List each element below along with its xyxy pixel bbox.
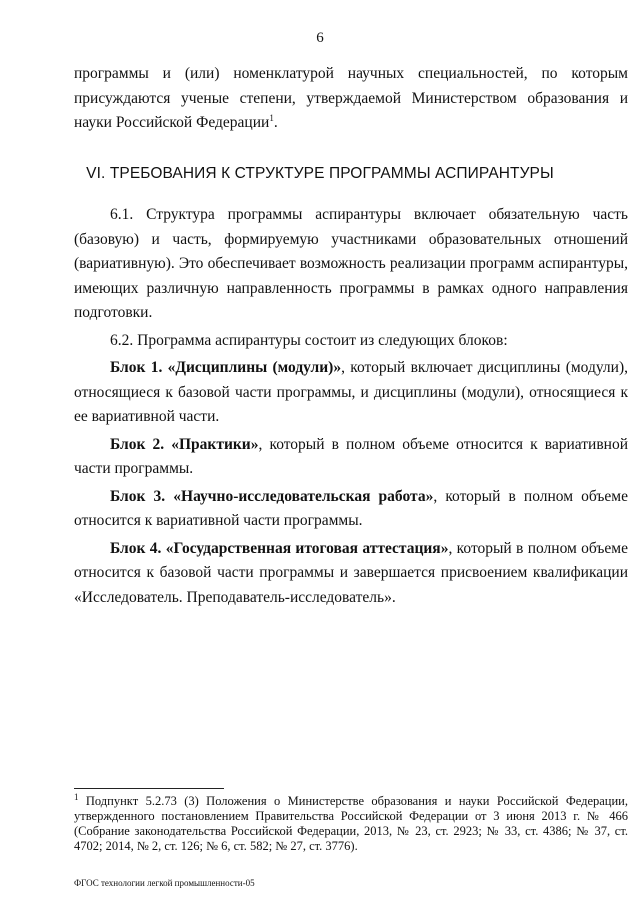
block-4-paragraph [74, 537, 628, 611]
continuation-paragraph [74, 62, 628, 136]
block-4-title: Блок 4. «Государственная итоговая аттестация» [110, 539, 449, 557]
block-3-title: Блок 3. «Научно-исследовательская работа» [110, 487, 434, 505]
footnote [74, 791, 628, 854]
document-footer: ФГОС технологии легкой промышленности-05 [74, 878, 255, 888]
paragraph-6-2: 6.2. Программа аспирантуры состоит из следующих блоков: [110, 331, 508, 349]
block-1-title: Блок 1. «Дисциплины (модули)» [110, 359, 342, 376]
footnote-text: Подпункт 5.2.73 (3) Положения о Министерстве образования и науки Российской Федерации, утвержденного постановлением Правительства Российской Федерации от 3 июня 2013 г. № 466 (Собрание законодательства Российской Федерации, 2013, № 23, ст. 2923; № 33, ст. 4386; № 37, ст. 4702; 2014, № 2, ст. 126; № 6, ст. 582; № 27, ст. 3776). [74, 794, 628, 853]
footnote-ref: 1 [269, 112, 274, 123]
block-2-paragraph [74, 433, 628, 482]
block-3-paragraph [74, 485, 628, 534]
block-3-text: , который в полном объеме относится к вариативной части программы. [74, 487, 628, 529]
section-body [74, 203, 628, 613]
continuation-end: . [273, 114, 278, 131]
section-heading: VI. ТРЕБОВАНИЯ К СТРУКТУРЕ ПРОГРАММЫ АСПИРАНТУРЫ [86, 165, 554, 182]
footnote-divider [74, 788, 224, 789]
continuation-text: программы и (или) номенклатурой научных специальностей, по которым присуждаются ученые степени, утверждаемой Министерством образования и науки Российской Федерации [74, 65, 628, 131]
block-1-text: , который включает дисциплины (модули), относящиеся к базовой части программы, и дисциплины (модули), относящиеся к ее вариативной части. [74, 359, 628, 425]
block-2-title: Блок 2. «Практики» [110, 435, 259, 453]
block-2-text: , который в полном объеме относится к вариативной части программы. [74, 435, 628, 477]
footnote-mark: 1 [74, 791, 79, 802]
block-4-text: , который в полном объеме относится к базовой части программы и завершается присвоением квалификации «Исследователь. Преподаватель-исследователь». [74, 539, 628, 606]
block-1-paragraph [74, 356, 628, 430]
page-number: 6 [316, 30, 324, 46]
paragraph-6-1: 6.1. Структура программы аспирантуры включает обязательную часть (базовую) и часть, формируемую участниками образовательных отношений (вариативную). Это обеспечивает возможность реализации программ аспирантуры, имеющих различную направленность программы в рамках одного направления подготовки. [74, 206, 628, 321]
